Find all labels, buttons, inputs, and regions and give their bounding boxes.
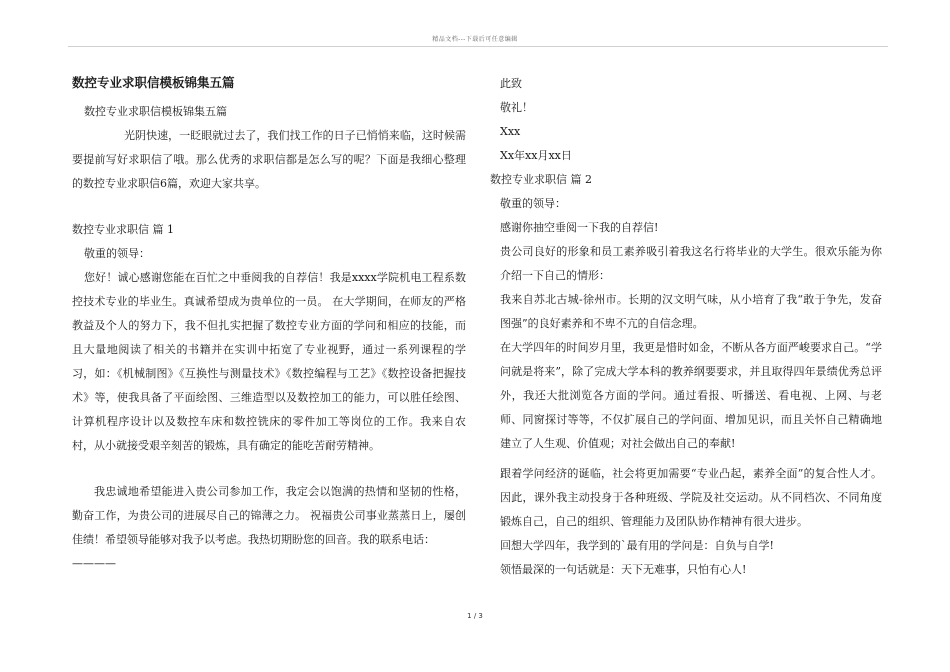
signature-date: Xx年xx月xx日 bbox=[500, 149, 572, 162]
header-note: 精品文档---下载后可任意编辑 bbox=[432, 36, 518, 43]
phone-line: ———— bbox=[72, 557, 116, 570]
letter-1-paragraph-1: 您好！诚心感谢您能在百忙之中垂阅我的自荐信！我是xxxx学院机电工程系数控技术专业的毕业生。真诚希望成为贵单位的一员。 在大学期间，在师友的严格教益及个人的努力下，我不但扎实把握了数控专业方面的学问和相应的技能，而且大量地阅读了相关的书籍并在实训中拓宽了专业视野，通过一系列课程的学习，如：《机械制图》《互换性与测量技术》《数控编程与工艺》《数控设备把握技术》等，使我具备了平面绘图、三维造型以及数控加工的能力，可以胜任绘图、计算机程序设计以及数控车床和数控铣床的零件加工等岗位的工作。我来自农村，从小就接受艰辛刻苦的锻炼，具有确定的能吃苦耐劳精神。 bbox=[72, 271, 466, 452]
letter-1-paragraph-2: 我忠诚地希望能进入贵公司参加工作，我定会以饱满的热情和坚韧的性格，勤奋工作，为贵公司的进展尽自己的锦薄之力。 祝福贵公司事业蒸蒸日上，屡创佳绩！希望领导能够对我予以考虑。我热切期盼您的回音。我的联系电话： bbox=[72, 485, 466, 546]
left-column bbox=[72, 72, 466, 576]
letter-2-paragraph-4: 在大学四年的时间岁月里，我更是惜时如金，不断从各方面严峻要求自己。“学问就是将来”，除了完成大学本科的教养纲要要求，并且取得四年景绩优秀总评外，我还大批浏览各方面的学问。通过看报、听播送、看电视、上网、与老师、同窗探讨等等，不仅扩展自己的学问面、增加见识，而且关怀自己精确地建立了人生观、价值观；对社会做出自己的奉献! bbox=[500, 341, 882, 450]
document-title: 数控专业求职信模板锦集五篇 bbox=[72, 75, 235, 90]
page-number: 1 / 3 bbox=[467, 612, 483, 620]
section-2-heading: 数控专业求职信 篇 2 bbox=[490, 173, 592, 186]
letter-2-paragraph-2: 贵公司良好的形象和员工素养吸引着我这名行将毕业的大学生。很欢乐能为你介绍一下自己的情形： bbox=[500, 245, 882, 282]
closing-2: 敬礼！ bbox=[500, 101, 533, 114]
header-divider bbox=[68, 46, 888, 47]
section-1-heading: 数控专业求职信 篇 1 bbox=[72, 223, 174, 236]
document-subtitle: 数控专业求职信模板锦集五篇 bbox=[84, 105, 227, 118]
letter-2-paragraph-1: 感谢你抽空垂阅一下我的自荐信! bbox=[500, 221, 659, 234]
closing-1: 此致 bbox=[500, 77, 522, 90]
letter-2-paragraph-6: 回想大学四年，我学到的`最有用的学问是：自负与自学! bbox=[500, 539, 774, 552]
letter-2-paragraph-7: 领悟最深的一句话就是：天下无难事，只怕有心人! bbox=[500, 563, 747, 576]
salutation-1: 敬重的领导： bbox=[84, 247, 150, 260]
letter-2-paragraph-3: 我来自苏北古城-徐州市。长期的汉文明气味，从小培育了我“敢于争先，发奋图强”的良好素养和不卑不亢的自信念理。 bbox=[500, 293, 882, 330]
signature-name: Xxx bbox=[500, 125, 521, 138]
right-column bbox=[490, 72, 882, 582]
salutation-2: 敬重的领导： bbox=[500, 197, 566, 210]
intro-paragraph: 光阴快速，一眨眼就过去了，我们找工作的日子已悄悄来临，这时候需要提前写好求职信了哦。那么优秀的求职信都是怎么写的呢？下面是我细心整理的数控专业求职信6篇，欢迎大家共享。 bbox=[72, 129, 466, 190]
letter-2-paragraph-5: 跟着学问经济的诞临，社会将更加需要“专业凸起，素养全面”的复合性人才。因此，课外我主动投身于各种班级、学院及社交运动。从不同档次、不同角度锻炼自己，自己的组织、管理能力及团队协作精神有很大进步。 bbox=[500, 467, 882, 528]
